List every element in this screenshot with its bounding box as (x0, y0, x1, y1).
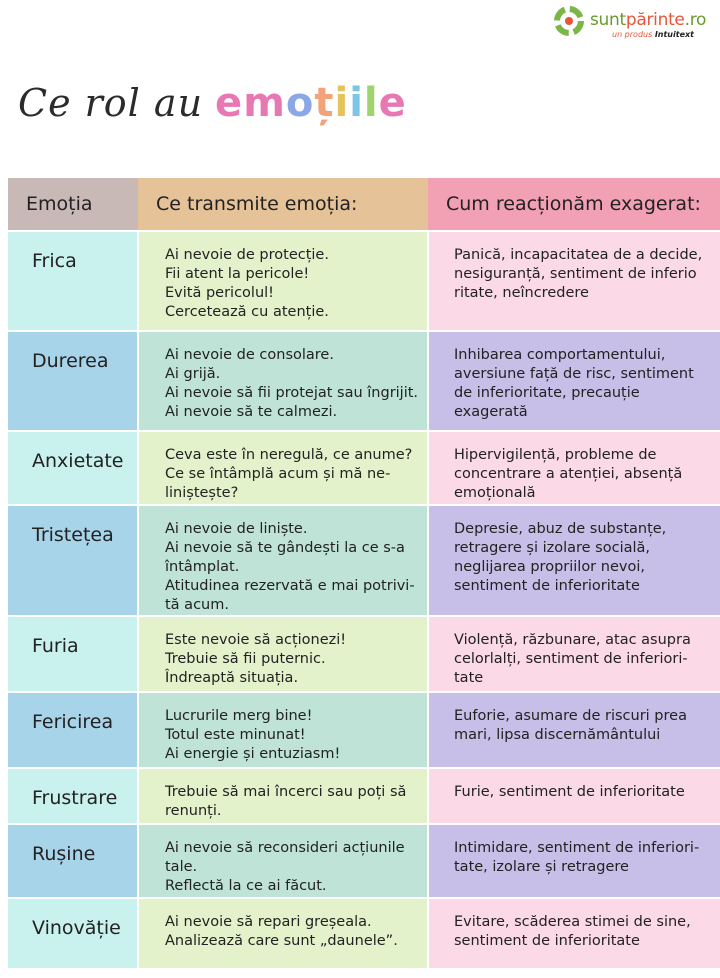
emotion-cell: Rușine (8, 824, 138, 898)
message-line: Ceva este în neregulă, ce anume? (165, 447, 413, 463)
message-line: Evită pericolul! (165, 285, 274, 301)
reaction-cell (428, 768, 720, 824)
emotion-cell: Frica (8, 231, 138, 331)
message-cell (138, 898, 428, 968)
table-row (8, 824, 720, 898)
reaction-line: tate (454, 670, 484, 686)
message-line: Ai energie și entuziasm! (165, 746, 341, 762)
emotion-cell: Furia (8, 616, 138, 692)
table-row (8, 331, 720, 431)
reaction-line: mari, lipsa discernământului (454, 727, 661, 743)
reaction-cell (428, 431, 720, 505)
reaction-cell (428, 331, 720, 431)
message-cell (138, 768, 428, 824)
reaction-line: Intimidare, sentiment de inferiori- (454, 840, 700, 856)
reaction-line: Hipervigilență, probleme de (454, 447, 657, 463)
logo-icon (552, 4, 586, 38)
reaction-line: Depresie, abuz de substanțe, (454, 521, 667, 537)
header-message: Ce transmite emoția: (138, 178, 428, 231)
message-line: întâmplat. (165, 559, 240, 575)
reaction-cell (428, 505, 720, 616)
message-line: tă acum. (165, 597, 229, 613)
message-line: Ai nevoie să reconsideri acțiunile (165, 840, 405, 856)
brand-logo[interactable] (552, 4, 712, 40)
reaction-cell (428, 824, 720, 898)
message-cell (138, 692, 428, 768)
message-line: Ai nevoie de protecție. (165, 247, 329, 263)
reaction-line: emoțională (454, 485, 536, 501)
message-line: Îndreaptă situația. (165, 670, 299, 686)
table-row (8, 616, 720, 692)
message-line: Ce se întâmplă acum și mă ne- (165, 466, 391, 482)
reaction-line: exagerată (454, 404, 528, 420)
message-cell (138, 431, 428, 505)
message-line: Ai nevoie de consolare. (165, 347, 334, 363)
message-line: Lucrurile merg bine! (165, 708, 313, 724)
message-line: Ai grijă. (165, 366, 221, 382)
reaction-line: Panică, incapacitatea de a decide, (454, 247, 703, 263)
reaction-line: nesiguranță, sentiment de inferio (454, 266, 697, 282)
title-letter: e (378, 80, 407, 126)
message-cell (138, 616, 428, 692)
message-line: renunți. (165, 803, 222, 819)
reaction-line: celorlalți, sentiment de inferiori- (454, 651, 688, 667)
message-line: Atitudinea rezervată e mai potrivi- (165, 578, 415, 594)
table-row (8, 898, 720, 968)
reaction-line: de inferioritate, precauție (454, 385, 640, 401)
reaction-cell (428, 692, 720, 768)
logo-name: suntpărinte.ro (590, 10, 707, 30)
logo-tagline: un produs Intuitext (612, 30, 694, 39)
title-letter: m (243, 80, 286, 126)
table-row (8, 505, 720, 616)
message-line: Ai nevoie de liniște. (165, 521, 308, 537)
emotion-cell: Fericirea (8, 692, 138, 768)
message-line: Trebuie să fii puternic. (165, 651, 326, 667)
reaction-line: Furie, sentiment de inferioritate (454, 784, 685, 800)
table-row (8, 692, 720, 768)
message-cell (138, 824, 428, 898)
page-title (18, 80, 407, 130)
message-line: Ai nevoie să te calmezi. (165, 404, 338, 420)
header-emotion: Emoția (8, 178, 138, 231)
reaction-line: Inhibarea comportamentului, (454, 347, 666, 363)
title-plain: Ce rol au (18, 81, 204, 125)
reaction-line: Euforie, asumare de riscuri prea (454, 708, 687, 724)
message-cell (138, 231, 428, 331)
reaction-line: ritate, neîncredere (454, 285, 589, 301)
header-reaction: Cum reacționăm exagerat: (428, 178, 720, 231)
message-cell (138, 331, 428, 431)
message-line: Analizează care sunt „daunele”. (165, 933, 398, 949)
message-line: Ai nevoie să te gândești la ce s-a (165, 540, 405, 556)
title-highlight (215, 80, 407, 126)
reaction-line: tate, izolare și retragere (454, 859, 629, 875)
reaction-line: concentrare a atenției, absență (454, 466, 683, 482)
emotion-cell: Tristețea (8, 505, 138, 616)
message-line: Fii atent la pericole! (165, 266, 310, 282)
reaction-line: Violență, răzbunare, atac asupra (454, 632, 691, 648)
reaction-cell (428, 898, 720, 968)
reaction-cell (428, 231, 720, 331)
message-line: tale. (165, 859, 198, 875)
message-line: Totul este minunat! (165, 727, 306, 743)
table-header-row (8, 178, 720, 231)
title-letter: l (363, 80, 379, 126)
reaction-line: sentiment de inferioritate (454, 933, 640, 949)
message-line: Reflectă la ce ai făcut. (165, 878, 327, 894)
reaction-line: Evitare, scăderea stimei de sine, (454, 914, 691, 930)
message-line: liniștește? (165, 485, 239, 501)
title-letter: i (349, 80, 364, 126)
message-line: Ai nevoie să fii protejat sau îngrijit. (165, 385, 419, 401)
emotion-cell: Frustrare (8, 768, 138, 824)
message-line: Ai nevoie să repari greșeala. (165, 914, 372, 930)
reaction-line: neglijarea propriilor nevoi, (454, 559, 645, 575)
title-letter: o (285, 80, 315, 126)
reaction-cell (428, 616, 720, 692)
title-letter: i (334, 80, 350, 126)
emotion-cell: Durerea (8, 331, 138, 431)
table-row (8, 431, 720, 505)
table-row (8, 768, 720, 824)
message-line: Cercetează cu atenție. (165, 304, 329, 320)
table-row (8, 231, 720, 331)
emotion-cell: Anxietate (8, 431, 138, 505)
reaction-line: sentiment de inferioritate (454, 578, 640, 594)
message-cell (138, 505, 428, 616)
reaction-line: retragere și izolare socială, (454, 540, 651, 556)
message-line: Trebuie să mai încerci sau poți să (165, 784, 407, 800)
title-letter: ț (314, 80, 335, 126)
message-line: Este nevoie să acționezi! (165, 632, 347, 648)
emotions-table (8, 178, 720, 968)
title-letter: e (215, 80, 244, 126)
reaction-line: aversiune față de risc, sentiment (454, 366, 694, 382)
emotion-cell: Vinovăție (8, 898, 138, 968)
